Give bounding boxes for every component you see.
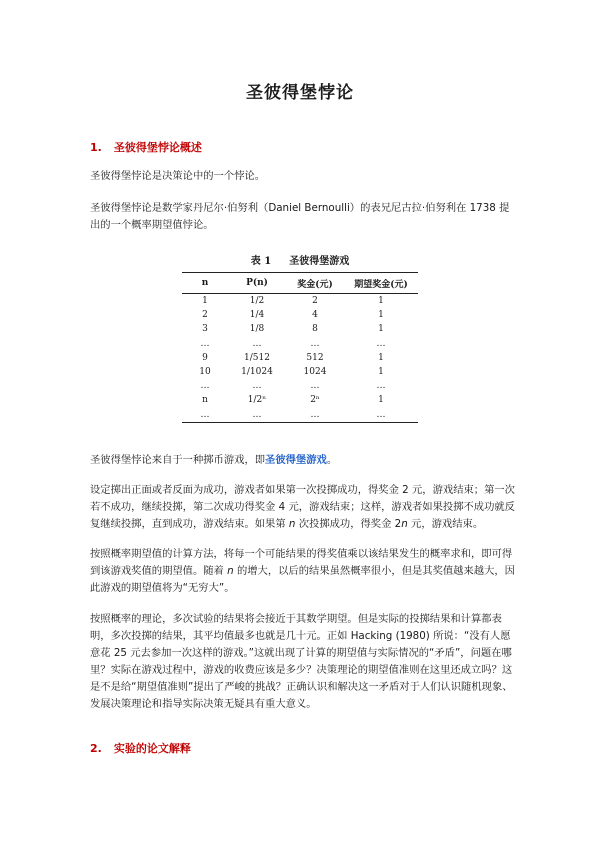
table-cell: 9 (202, 352, 208, 363)
page-title: 圣彼得堡悖论 (246, 83, 354, 103)
paragraph-3-text: 圣彼得堡悖论来自于一种掷币游戏，即 (90, 454, 266, 466)
table-cell: 1/1024 (241, 367, 273, 378)
table-cell: 4 (312, 310, 318, 321)
table-cell: … (182, 408, 228, 423)
table-cell: 512 (306, 352, 324, 363)
table-cell: … (252, 381, 262, 392)
table-cell: 2ⁿ (310, 395, 320, 406)
section-2-title: 实验的论文解释 (113, 742, 191, 755)
table-row (182, 351, 418, 365)
table-cell: 1/512 (244, 352, 270, 363)
table-cell: 3 (202, 324, 208, 335)
table-cell: … (286, 408, 344, 423)
table-cell: 1 (378, 367, 384, 378)
table-cell: 10 (199, 367, 211, 378)
table-caption-number: 表 1 (250, 256, 272, 267)
table-row (182, 322, 418, 336)
table-cell: 1 (378, 310, 384, 321)
section-2-heading (90, 740, 191, 756)
paragraph-3-end: 。 (326, 454, 338, 466)
table-row (182, 337, 418, 351)
table-cell: 1/8 (249, 324, 265, 335)
paragraph-4 (90, 482, 518, 533)
paragraph-3 (90, 452, 518, 469)
table-cell: 1 (202, 296, 208, 307)
paragraph-4-text: 元，游戏结束。 (407, 518, 484, 530)
table-cell: … (228, 408, 286, 423)
table-cell: 1 (378, 352, 384, 363)
table-cell: 1024 (303, 367, 327, 378)
table-cell: … (200, 338, 210, 349)
table-cell: 2 (202, 310, 208, 321)
section-1-title: 圣彼得堡悖论概述 (113, 141, 202, 154)
paragraph-4-text: 设定掷出正面或者反面为成功，游戏者如果第一次投掷成功，得奖金 2 元，游戏结束；第一次若不成功，继续投掷，第二次成功得奖金 4 元，游戏结束；这样，游戏者如果投掷不成功就反复继续投掷，直到成功，游戏结束。如果第 (90, 484, 515, 530)
table-header-cell: P(n) (228, 273, 286, 294)
table-cell: … (376, 381, 386, 392)
table-header-cell: n (182, 273, 228, 294)
table-cell: 1 (378, 395, 384, 406)
paragraph-5-text: 按照概率期望值的计算方法，将每一个可能结果的得奖值乘以该结果发生的概率求和，即可得到该游戏奖值的期望值。随着 (90, 548, 513, 577)
table-row (182, 294, 418, 309)
section-1-number: 1. (90, 141, 102, 154)
paragraph-5 (90, 546, 518, 597)
table-row (182, 308, 418, 322)
table-row (182, 393, 418, 407)
table-header-row (182, 273, 418, 294)
table-cell: 1 (378, 296, 384, 307)
paragraph-2: 圣彼得堡悖论是数学家丹尼尔·伯努利（Daniel Bernoulli）的表兄尼古拉·伯努利在 1738 提出的一个概率期望值悖论。 (90, 202, 510, 231)
table-cell: … (310, 381, 320, 392)
table-row (182, 365, 418, 379)
table-body (182, 294, 418, 423)
table-row (182, 379, 418, 393)
table-cell: … (376, 338, 386, 349)
variable-n: n (227, 565, 234, 577)
variable-n: n (288, 518, 296, 530)
table-cell: 1/4 (249, 310, 265, 321)
table-cell: … (252, 338, 262, 349)
table-caption-title: 圣彼得堡游戏 (289, 256, 350, 267)
st-petersburg-game-link[interactable]: 圣彼得堡游戏 (265, 454, 327, 466)
paragraph-5-text: 的增大，以后的结果虽然概率很小，但是其奖值越来越大，因此游戏的期望值将为“无穷大”。 (90, 565, 515, 594)
table-cell: 8 (312, 324, 318, 335)
section-1-heading (90, 139, 202, 155)
paragraph-4-text: 次投掷成功，得奖金 2 (295, 518, 402, 530)
table-caption (0, 252, 600, 267)
st-petersburg-game-table (182, 272, 418, 423)
paragraph-6: 按照概率的理论，多次试验的结果将会接近于其数学期望。但是实际的投掷结果和计算都表明，多次投掷的结果，其平均值最多也就是几十元。正如 Hacking (1980) 所说：“没有人愿意花 25 元去参加一次这样的游戏。”这就出现了计算的期望值与实际情况的“矛盾”，问题在哪里？实际在游戏过程中，游戏的收费应该是多少？决策理论的期望值准则在这里还成立吗？这是不是给“期望值准则”提出了严峻的挑战？正确认识和解决这一矛盾对于人们认识随机现象、发展决策理论和指导实际决策无疑具有重大意义。 (90, 613, 513, 710)
table-cell: 1/2ⁿ (247, 395, 267, 406)
table-cell: 1 (378, 324, 384, 335)
table-cell: n (202, 395, 208, 406)
variable-n: n (401, 518, 408, 530)
table-header-cell: 期望奖金(元) (344, 273, 418, 294)
table-cell: … (310, 338, 320, 349)
paragraph-1: 圣彼得堡悖论是决策论中的一个悖论。 (90, 170, 266, 182)
table-header-cell: 奖金(元) (286, 273, 344, 294)
section-2-number: 2. (90, 742, 102, 755)
table-cell: … (200, 381, 210, 392)
table-cell: 1/2 (249, 296, 265, 307)
table-cell: … (344, 408, 418, 423)
table-row (182, 408, 418, 423)
table-cell: 2 (312, 296, 318, 307)
